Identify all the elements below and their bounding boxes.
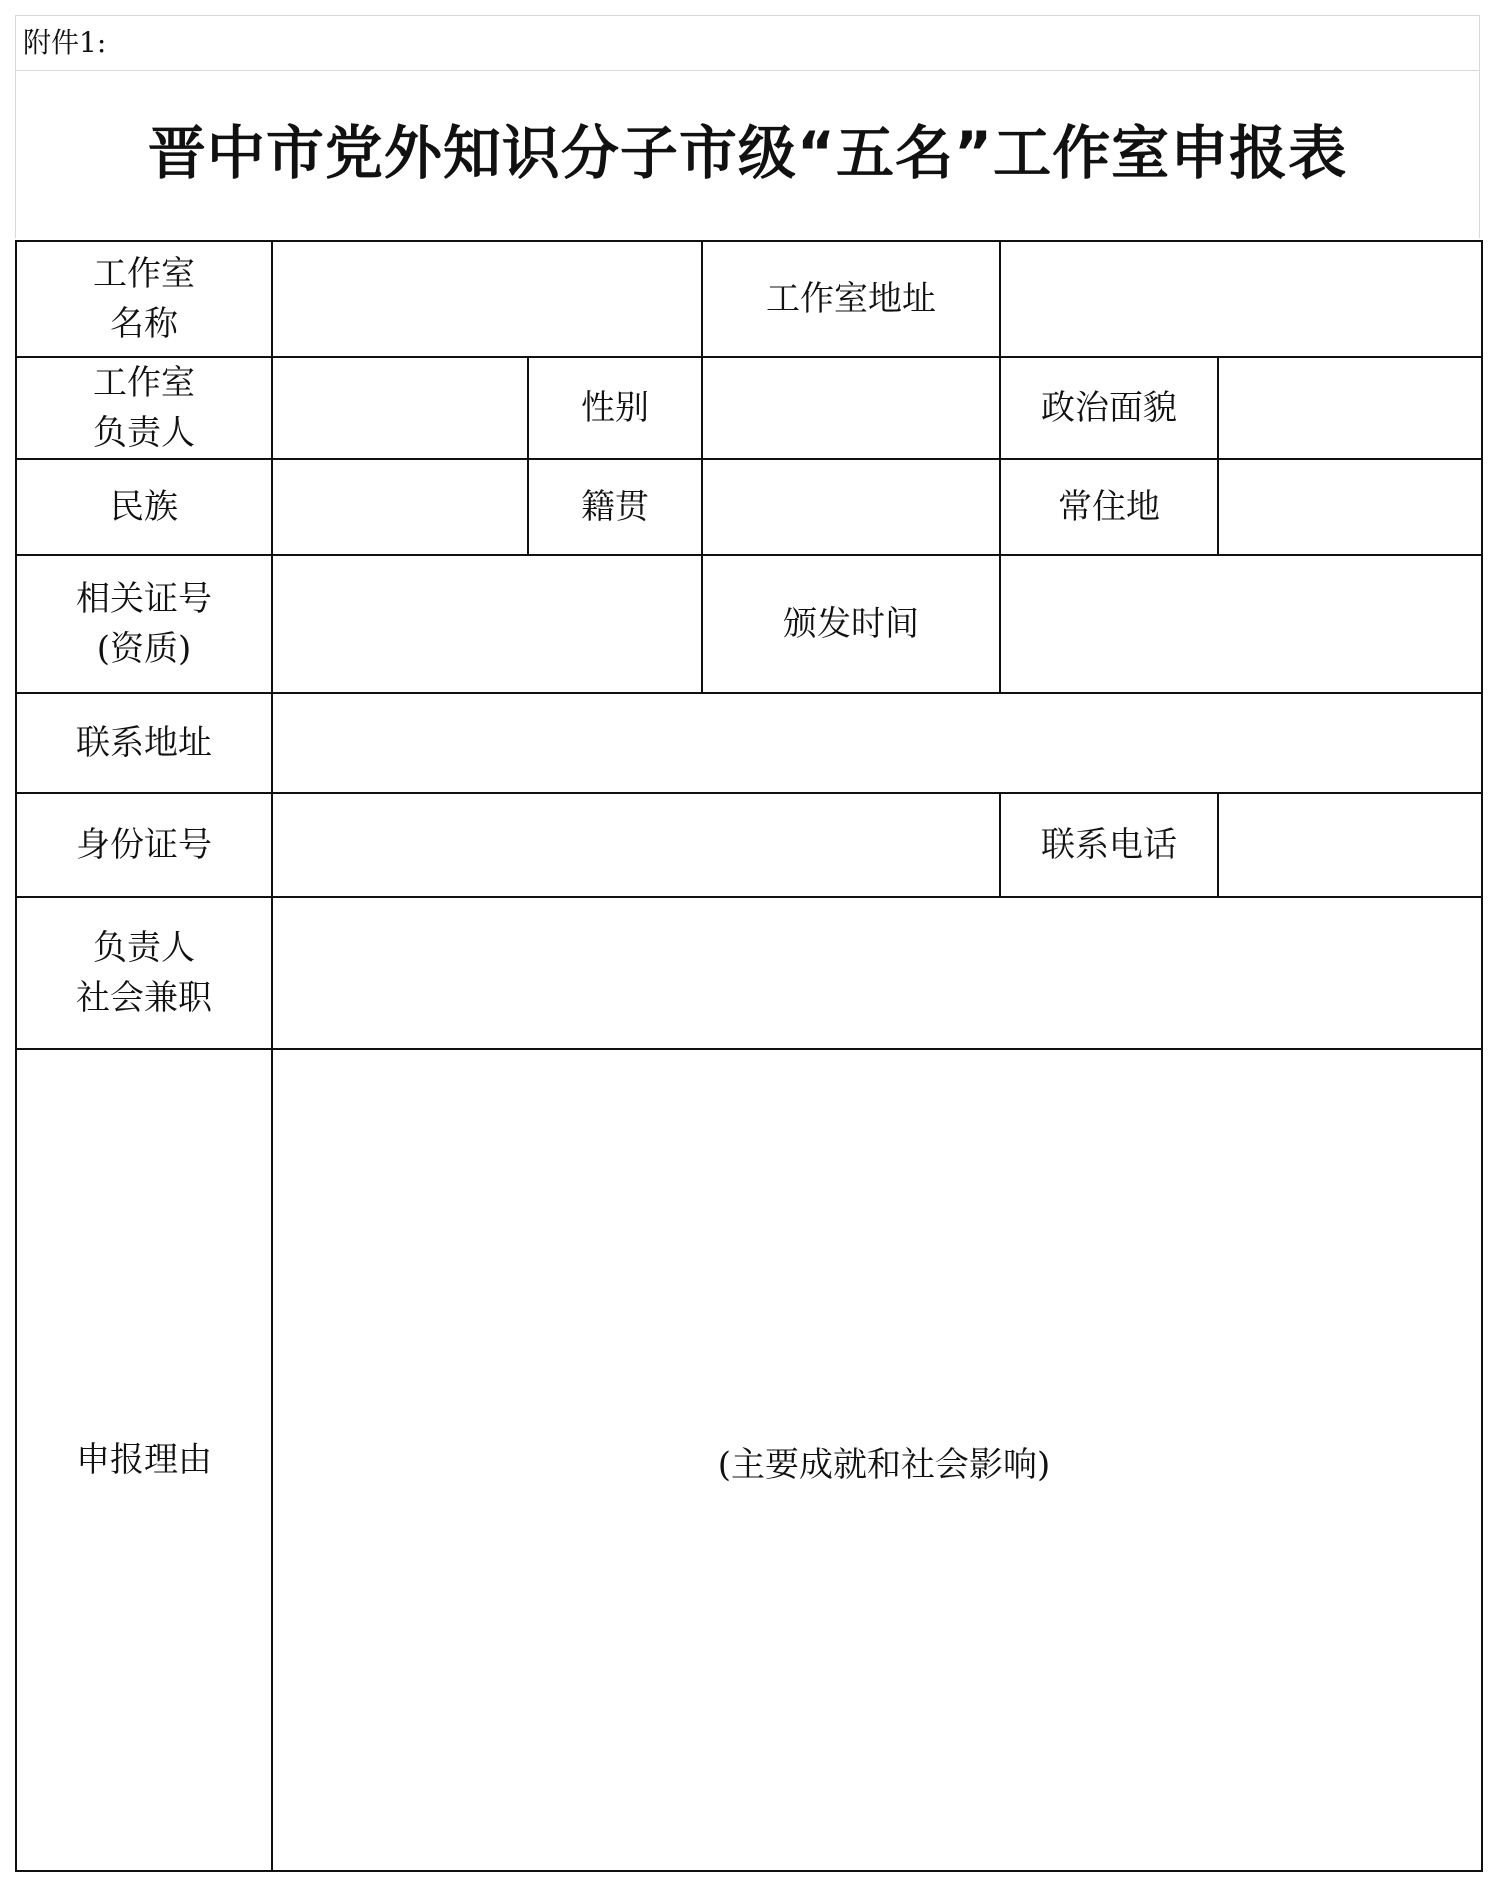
table-row [16, 793, 1482, 897]
leader-label-line2: 负责人 [93, 413, 195, 453]
political-status-label: 政治面貌 [1000, 357, 1218, 459]
studio-name-field[interactable] [272, 241, 702, 357]
leader-label [16, 357, 272, 459]
phone-field[interactable] [1218, 793, 1482, 897]
gender-label: 性别 [528, 357, 702, 459]
table-row [16, 555, 1482, 693]
gender-field[interactable] [702, 357, 1000, 459]
table-row [16, 693, 1482, 793]
phone-label: 联系电话 [1000, 793, 1218, 897]
ethnicity-field[interactable] [272, 459, 528, 555]
leader-label-line1: 工作室 [93, 363, 195, 403]
table-row [16, 241, 1482, 357]
studio-address-label: 工作室地址 [702, 241, 1000, 357]
table-row [16, 459, 1482, 555]
native-place-label: 籍贯 [528, 459, 702, 555]
reason-label: 申报理由 [16, 1049, 272, 1871]
social-posts-label-line1: 负责人 [93, 928, 195, 968]
id-number-field[interactable] [272, 793, 1000, 897]
id-number-label: 身份证号 [16, 793, 272, 897]
reason-field[interactable] [272, 1049, 1482, 1871]
certificate-field[interactable] [272, 555, 702, 693]
leader-field[interactable] [272, 357, 528, 459]
table-row [16, 897, 1482, 1049]
table-row [16, 357, 1482, 459]
certificate-label [16, 555, 272, 693]
studio-name-label [16, 241, 272, 357]
reason-hint: (主要成就和社会影响) [717, 1445, 1051, 1485]
social-posts-label [16, 897, 272, 1049]
certificate-label-line1: 相关证号 [76, 579, 212, 619]
issue-date-field[interactable] [1000, 555, 1482, 693]
social-posts-label-line2: 社会兼职 [76, 978, 212, 1018]
social-posts-field[interactable] [272, 897, 1482, 1049]
contact-address-label: 联系地址 [16, 693, 272, 793]
residence-label: 常住地 [1000, 459, 1218, 555]
ethnicity-label: 民族 [16, 459, 272, 555]
studio-address-field[interactable] [1000, 241, 1482, 357]
residence-field[interactable] [1218, 459, 1482, 555]
studio-name-label-line1: 工作室 [93, 254, 195, 294]
attachment-label: 附件1: [23, 26, 107, 59]
native-place-field[interactable] [702, 459, 1000, 555]
attachment-row [15, 15, 1480, 71]
issue-date-label: 颁发时间 [702, 555, 1000, 693]
certificate-label-line2: (资质) [96, 629, 192, 669]
application-form-table [15, 240, 1483, 1872]
political-status-field[interactable] [1218, 357, 1482, 459]
studio-name-label-line2: 名称 [110, 304, 178, 344]
form-title: 晋中市党外知识分子市级“五名”工作室申报表 [147, 119, 1348, 187]
table-row [16, 1049, 1482, 1871]
contact-address-field[interactable] [272, 693, 1482, 793]
